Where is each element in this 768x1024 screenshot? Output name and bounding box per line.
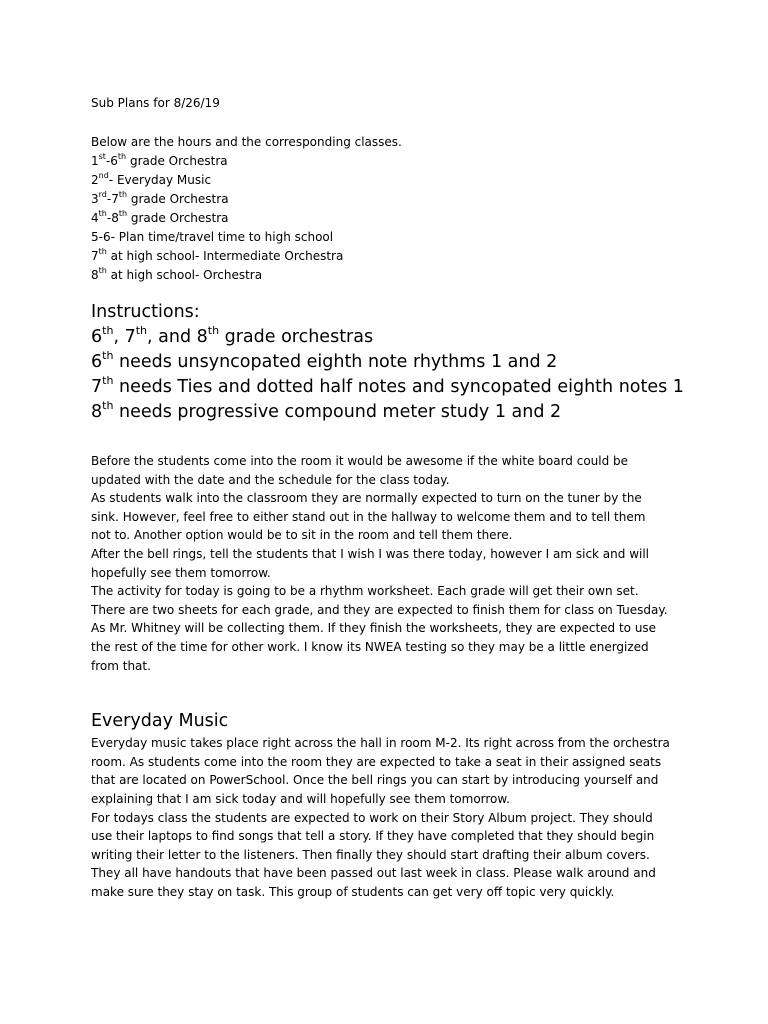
paragraph-line: that are located on PowerSchool. Once the bell rings you can start by introducing yourself and [91, 773, 659, 788]
instruction-line-text: needs unsyncopated eighth note rhythms 1 and 2 [113, 352, 558, 372]
hour-entry-text: 8 [91, 268, 99, 282]
hour-entry [91, 247, 691, 266]
instruction-line-text: grade orchestras [219, 327, 374, 347]
hour-entry-text: 4 [91, 211, 99, 225]
hour-entry [91, 228, 691, 247]
instruction-line-ordinal-suffix: th [102, 324, 114, 338]
hour-entry-ordinal-suffix: th [98, 247, 107, 256]
hour-entry-ordinal-suffix: st [98, 152, 106, 161]
paragraph-line: updated with the date and the schedule for the class today. [91, 472, 450, 487]
paragraph-line: not to. Another option would be to sit in the room and tell them there. [91, 528, 513, 543]
instruction-line-text: , 7 [113, 327, 136, 347]
instructions-list [91, 325, 691, 425]
paragraph-line: There are two sheets for each grade, and they are expected to finish them for class on Tuesday. [91, 602, 668, 617]
hour-entry-text: 3 [91, 192, 99, 206]
hour-entry-text: grade Orchestra [127, 192, 229, 206]
hour-entry [91, 209, 691, 228]
hour-entry [91, 171, 691, 190]
instruction-line [91, 325, 691, 350]
paragraph-line: the rest of the time for other work. I know its NWEA testing so they may be a little energized [91, 639, 649, 654]
hours-intro: Below are the hours and the corresponding classes. [91, 135, 402, 149]
hour-entry-text: -6 [105, 154, 118, 168]
hour-entry [91, 266, 691, 285]
sub-instructions-paragraph [91, 452, 691, 675]
hour-entry-ordinal-suffix: th [118, 190, 128, 199]
paragraph-line: writing their letter to the listeners. Then finally they should start drafting their album covers. [91, 847, 650, 862]
paragraph-line: room. As students come into the room they are expected to take a seat in their assigned seats [91, 754, 662, 769]
hour-entry-ordinal-suffix: th [98, 209, 107, 218]
paragraph-line: explaining that I am sick today and will hopefully see them tomorrow. [91, 791, 510, 806]
instruction-line-ordinal-suffix: th [102, 374, 114, 388]
instruction-line-text: 7 [91, 377, 103, 397]
instruction-line [91, 375, 691, 400]
hour-entry-text: grade Orchestra [127, 211, 229, 225]
paragraph-line: Everyday music takes place right across the hall in room M-2. Its right across from the orchestra [91, 736, 670, 751]
instruction-line-text: , and 8 [147, 327, 208, 347]
instruction-line-ordinal-suffix: th [207, 324, 220, 338]
paragraph-line: As Mr. Whitney will be collecting them. If they finish the worksheets, they are expected to use [91, 621, 657, 636]
instructions-section [91, 300, 691, 425]
instruction-line-ordinal-suffix: th [102, 349, 114, 363]
paragraph-line: make sure they stay on task. This group of students can get very off topic very quickly. [91, 884, 615, 899]
instruction-line-text: 6 [91, 352, 103, 372]
paragraph-line: Before the students come into the room it would be awesome if the white board could be [91, 454, 629, 468]
paragraph-line: As students walk into the classroom they are normally expected to turn on the tuner by the [91, 491, 642, 506]
hour-entry [91, 190, 691, 209]
hour-entry-text: grade Orchestra [126, 154, 228, 168]
hour-entry-ordinal-suffix: th [118, 209, 128, 218]
hour-entry-ordinal-suffix: nd [98, 171, 109, 180]
paragraph-line: hopefully see them tomorrow. [91, 565, 271, 580]
document-page [91, 94, 691, 901]
instruction-line-text: needs Ties and dotted half notes and syncopated eighth notes 1 [113, 377, 684, 397]
instruction-line [91, 350, 691, 375]
hour-entry-text: -7 [106, 192, 119, 206]
everyday-music-heading: Everyday Music [91, 711, 229, 732]
hour-entry-ordinal-suffix: rd [98, 190, 107, 199]
instruction-line-ordinal-suffix: th [102, 399, 114, 413]
hour-entry [91, 152, 691, 171]
hour-entry-text: at high school- Intermediate Orchestra [106, 249, 344, 263]
instruction-line-text: 6 [91, 327, 103, 347]
hour-entry-text: at high school- Orchestra [106, 268, 263, 282]
everyday-music-section [91, 709, 691, 901]
instruction-line-text: needs progressive compound meter study 1 and 2 [113, 402, 562, 422]
paragraph-line: from that. [91, 658, 151, 673]
hours-list [91, 152, 691, 285]
instruction-line-text: 8 [91, 402, 103, 422]
document-title: Sub Plans for 8/26/19 [91, 96, 220, 110]
everyday-music-paragraph [91, 734, 691, 901]
hour-entry-text: 1 [91, 154, 99, 168]
instruction-line [91, 400, 691, 425]
paragraph-line: sink. However, feel free to either stand out in the hallway to welcome them and to tell them [91, 509, 646, 524]
hour-entry-text: -8 [106, 211, 119, 225]
hour-entry-text: 5-6- Plan time/travel time to high school [91, 230, 334, 244]
instruction-line-ordinal-suffix: th [135, 324, 147, 338]
hour-entry-text: 2 [91, 173, 99, 187]
hour-entry-text: 7 [91, 249, 99, 263]
hour-entry-ordinal-suffix: th [98, 266, 107, 275]
instructions-heading: Instructions: [91, 302, 200, 322]
paragraph-line: After the bell rings, tell the students that I wish I was there today, however I am sick and will [91, 546, 650, 561]
hour-entry-ordinal-suffix: th [117, 152, 127, 161]
hours-section [91, 133, 691, 285]
paragraph-line: They all have handouts that have been passed out last week in class. Please walk around and [91, 866, 656, 881]
paragraph-line: The activity for today is going to be a rhythm worksheet. Each grade will get their own set. [91, 584, 639, 599]
paragraph-line: For todays class the students are expected to work on their Story Album project. They should [91, 810, 653, 825]
paragraph-line: use their laptops to find songs that tell a story. If they have completed that they should begin [91, 829, 655, 844]
hour-entry-text: - Everyday Music [108, 173, 212, 187]
